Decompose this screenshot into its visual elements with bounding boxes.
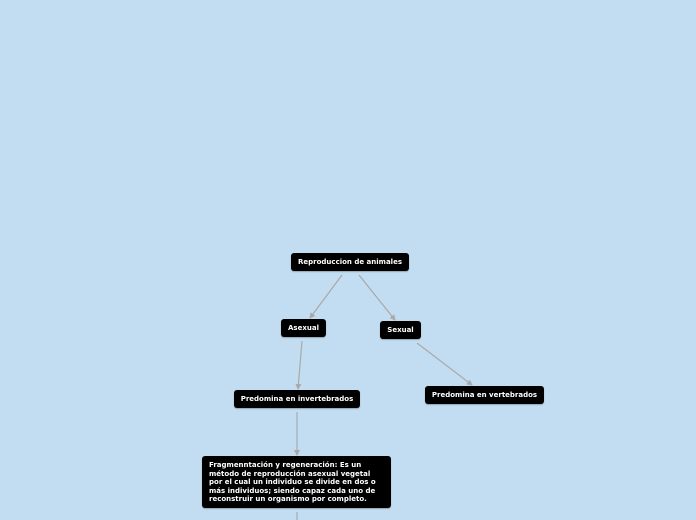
node-sexual[interactable]: Sexual <box>380 321 421 339</box>
node-asexual[interactable]: Asexual <box>281 319 326 337</box>
node-predomina-en-vertebrados[interactable]: Predomina en vertebrados <box>425 386 544 404</box>
connector-sexual-vertebrados <box>417 343 472 385</box>
node-reproduccion-de-animales[interactable]: Reproduccion de animales <box>291 253 409 271</box>
node-predomina-en-invertebrados[interactable]: Predomina en invertebrados <box>234 390 360 408</box>
node-fragmentacion-y-regeneracion[interactable]: Fragmenntación y regeneración: Es un método de reproducción asexual vegetal por el cual un individuo se divide en dos o más individuos; siendo capaz cada uno de reconstruir un organismo por completo. <box>202 456 391 508</box>
connector-root-asexual <box>310 275 342 318</box>
connector-root-sexual <box>359 275 395 320</box>
connector-asexual-invertebrados <box>298 341 302 389</box>
